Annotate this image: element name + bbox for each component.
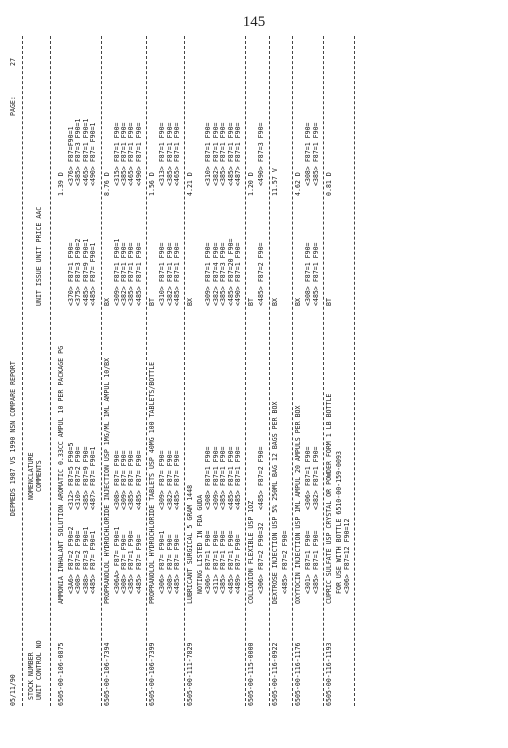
entry-comment: NOTING LISTED IN FDA GUDA <box>196 494 205 594</box>
entry-divider <box>269 36 270 706</box>
code-value: <308> F87= F90= <box>112 450 121 510</box>
nomenclature: AMMONIA INHALANT SOLUTION AROMATIC 0.33CC AMPUL 10 PER PACKAGE PG <box>57 345 65 604</box>
code-column <box>114 450 144 510</box>
code-column <box>205 530 242 594</box>
code-value: <385> F87=1 F90= <box>219 446 228 510</box>
code-value: <301> F87=1 F90= <box>304 530 313 594</box>
code-value: <308> F87= F90= <box>165 534 174 594</box>
code-value: <309> F87=1 F90= <box>204 242 213 306</box>
unit-price: 8.76 D <box>102 172 111 196</box>
code-value: <465> F87=1 F90=1 <box>81 118 90 186</box>
column-divider <box>50 36 51 706</box>
code-value: <490> F87=3 F90= <box>257 122 266 186</box>
stock-number: 6505-00-116-1176 <box>294 642 303 706</box>
code-value: <309> F87= F90= <box>120 450 128 510</box>
code-value: <485> F87=9 F90=1 <box>81 238 90 306</box>
code-value: <487> F87= F90=1 <box>89 446 98 510</box>
code-value: <385> F87=1 F90= <box>219 122 228 186</box>
code-value: <382> F87=1 F90= <box>120 242 128 306</box>
code-column <box>305 446 320 510</box>
unit-price: 1.20 D <box>247 172 256 196</box>
nomenclature: DEXTROSE INJECTION USP 5% 250ML BAG 12 BAGS PER BOX <box>270 401 279 604</box>
report-header <box>10 36 20 706</box>
nomenclature: PROPRANOLOL HYDROCHLORIDE TABLETS USP 40MG 100 TABLETS/BOTTLE <box>148 361 157 604</box>
code-value: <310> F87=2 F90= <box>74 446 83 510</box>
entry-divider <box>146 36 147 706</box>
code-column <box>68 527 98 595</box>
code-value: <310> F87=1 F90= <box>158 242 167 306</box>
code-value: <382> F87=4 F90= <box>211 242 220 306</box>
code-column <box>205 122 242 186</box>
code-column <box>114 122 144 186</box>
col-stock: STOCK NUMBER <box>27 652 35 700</box>
code-value: <308> F87=1 F90= <box>204 446 213 510</box>
page-number: 145 <box>242 14 266 30</box>
code-value: <385> F87=9 F90= <box>81 446 90 510</box>
code-value: <385> F87=1 F90= <box>120 122 128 186</box>
nomenclature: PROPRANOLOL HYDROCHLORIDE INJECTION USP 1MG/ML 1ML AMPUL 10/BX <box>102 357 111 604</box>
code-value: <485> F87=1 F90= <box>234 446 243 510</box>
entry-divider <box>101 36 102 706</box>
code-column <box>258 523 265 594</box>
entry-comment: FOR USE WITH BOTTLE 6510-00-159-0093 <box>335 451 343 594</box>
code-value: <490> F87=1 F90= <box>234 242 243 306</box>
code-column <box>258 446 265 510</box>
entry-divider <box>323 36 324 706</box>
code-value: <311> F87=1 F90= <box>211 530 220 594</box>
code-value: <485> F87=20 F90= <box>226 238 235 306</box>
unit-issue: BX <box>294 298 303 306</box>
code-column <box>114 239 144 307</box>
nomenclature: LUBRICANT SURGICAL 5 GRAM 1448 <box>186 484 195 604</box>
unit-issue: BX <box>270 298 279 306</box>
code-value: <485> F87= F90= <box>134 450 143 510</box>
code-column <box>159 530 181 594</box>
code-value: <485> F87=1 F90= <box>226 446 235 510</box>
code-value: <485> F87=2 F90= <box>257 242 266 306</box>
code-column <box>258 242 265 306</box>
code-value: <370> F87=1 F90= <box>67 242 75 306</box>
col-unit-ctrl: UNIT CONTROL NO <box>35 640 43 700</box>
unit-issue: BX <box>186 298 195 306</box>
code-column <box>305 530 320 594</box>
code-value: <312> F87=5 F90=5 <box>67 442 75 510</box>
unit-issue: BX <box>102 298 111 306</box>
code-value: <315> F87=1 F90= <box>112 122 121 186</box>
header-divider <box>22 36 23 706</box>
code-value: <489> F87= F90= <box>234 534 243 594</box>
code-value: <382> F87=1 F90= <box>311 446 320 510</box>
unit-price: 1.39 D <box>57 172 65 196</box>
unit-price: 1.56 D <box>148 172 157 196</box>
unit-issue: BT <box>148 298 157 306</box>
unit-issue: BT <box>247 298 256 306</box>
code-value: <309> F87=1 F90= <box>211 446 220 510</box>
code-value: <306> F87=1 F90= <box>204 530 213 594</box>
code-value: <490> F87=1 F90= <box>134 122 143 186</box>
code-column <box>68 443 98 511</box>
code-value: <385> F87=1 F90= <box>219 530 228 594</box>
code-value: <308> F87= F90= <box>120 534 128 594</box>
code-value: <313> F87=1 F90= <box>158 122 167 186</box>
code-value: <306> F87=1 F90= <box>304 446 313 510</box>
nomenclature: CUPRIC SULFATE USP CRYSTAL OR POWDER FORM 1 LB BOTTLE <box>325 393 333 604</box>
code-value: <485> F87=1 F90= <box>134 242 143 306</box>
code-value: <309> F87=1 F90=1 <box>112 238 121 306</box>
code-column <box>159 450 181 510</box>
report-page-label: PAGE: <box>9 96 17 116</box>
col-nomenclature: NOMENCLATURE <box>27 452 35 500</box>
code-column <box>68 119 98 187</box>
unit-issue: BT <box>325 298 333 306</box>
stock-number: 6505-00-106-7399 <box>148 642 157 706</box>
code-value: <309> F87= F90= <box>158 450 167 510</box>
col-unit-price: UNIT ISSUE UNIT PRICE AAC <box>35 206 43 306</box>
unit-price: 0.81 D <box>325 172 333 196</box>
stock-number: 6505-00-106-7394 <box>102 642 111 706</box>
report-page-value: 27 <box>9 58 17 66</box>
unit-price: 11.57 V <box>270 168 279 196</box>
code-value: <465> F87=1 F90= <box>127 122 136 186</box>
code-column <box>68 239 98 307</box>
code-value: <485> F87=2 F90= <box>257 446 266 510</box>
code-column <box>114 527 144 595</box>
code-column <box>205 446 242 510</box>
code-value: <310> F87=1 F90= <box>204 122 213 186</box>
code-value: <485> F87= F90=1 <box>89 530 98 594</box>
report-date: 05/11/90 <box>9 674 17 706</box>
code-value: <485> F87=1 F90= <box>226 122 235 186</box>
code-value: <385> F87=1 F90= <box>127 242 136 306</box>
code-value: <385> F87=3 F90=1 <box>74 118 83 186</box>
code-column <box>305 242 320 306</box>
code-value: <382> F87=1 F90= <box>211 122 220 186</box>
code-value: <485> F87=1 F90= <box>226 530 235 594</box>
code-value: <388> F87=3 F90=1 <box>81 526 90 594</box>
code-value: <487> F87=1 F90= <box>234 122 243 186</box>
unit-price: 4.21 D <box>186 172 195 196</box>
entry-divider <box>184 36 185 706</box>
code-value: <308> F87=1 F90= <box>304 242 313 306</box>
entry-divider <box>354 36 355 706</box>
code-value: <306> F87=2 F90=32 <box>257 522 266 594</box>
code-column <box>159 242 181 306</box>
stock-number: 6505-00-116-0922 <box>270 642 279 706</box>
unit-price: 4.62 D <box>294 172 303 196</box>
code-column <box>205 239 242 307</box>
code-value: <485> F87=2 F90= <box>280 530 289 594</box>
code-value: <385> F87=1 F90= <box>311 122 320 186</box>
code-value: <485> F87= F90= <box>173 450 181 510</box>
code-value: <385> F87= F90= <box>127 450 136 510</box>
code-value: <490> F87= F90=1 <box>89 122 98 186</box>
stock-number: 6505-00-106-0875 <box>57 642 65 706</box>
stock-number: 6505-00-111-7829 <box>186 642 195 706</box>
code-column <box>344 519 351 594</box>
code-value: <385> F87=1 F90= <box>127 530 136 594</box>
code-column <box>282 530 289 594</box>
code-value: <375> F87=3 F90=2 <box>74 238 83 306</box>
code-value: <376> F87=F90=1 <box>67 126 75 186</box>
entry-divider <box>245 36 246 706</box>
rotated-report <box>10 36 480 706</box>
code-value: <308> F87=1 F90= <box>304 122 313 186</box>
nomenclature: OXYTOCIN INJECTION USP 1ML AMPUL 20 AMPULS PER BOX <box>294 405 303 604</box>
code-value: <306> F87=12 F90=12 <box>343 518 351 594</box>
report-title: DEPMEDS 1987 VS 1990 NSN COMPARE REPORT <box>9 361 17 516</box>
code-value: <385> F87=1 F90= <box>311 530 320 594</box>
stock-number: 6505-00-116-1193 <box>325 642 333 706</box>
code-value: <385> F87=1 F90= <box>165 122 174 186</box>
code-value: <485> F87=1 F90= <box>173 242 181 306</box>
code-column <box>258 122 265 186</box>
code-value: <485> F87= F90=1 <box>89 242 98 306</box>
code-value: <485> F87= F90= <box>134 534 143 594</box>
nomenclature: COLLODION FLEXIBLE USP 1OZ <box>247 500 256 604</box>
code-value: <485> F87=1 F90= <box>311 242 320 306</box>
code-value: <382> F87= F90= <box>165 450 174 510</box>
col-comments: COMMENTS <box>35 460 43 492</box>
code-value: <382> F87=1 F90= <box>165 242 174 306</box>
code-column <box>305 122 320 186</box>
code-value: <465> F87=1 F90= <box>173 122 181 186</box>
code-value: <306A> F87= F90=1 <box>112 526 121 594</box>
code-value: <385> F87=3 F90= <box>219 242 228 306</box>
entry-divider <box>292 36 293 706</box>
code-value: <306> F87= F90=1 <box>158 530 167 594</box>
code-value: <3A6> F87=2 F90=2 <box>67 526 75 594</box>
code-value: <308> F87=2 F90= <box>74 530 83 594</box>
stock-number: 6505-00-115-0000 <box>247 642 256 706</box>
code-value: <485> F87= F90= <box>173 534 181 594</box>
code-column <box>159 122 181 186</box>
